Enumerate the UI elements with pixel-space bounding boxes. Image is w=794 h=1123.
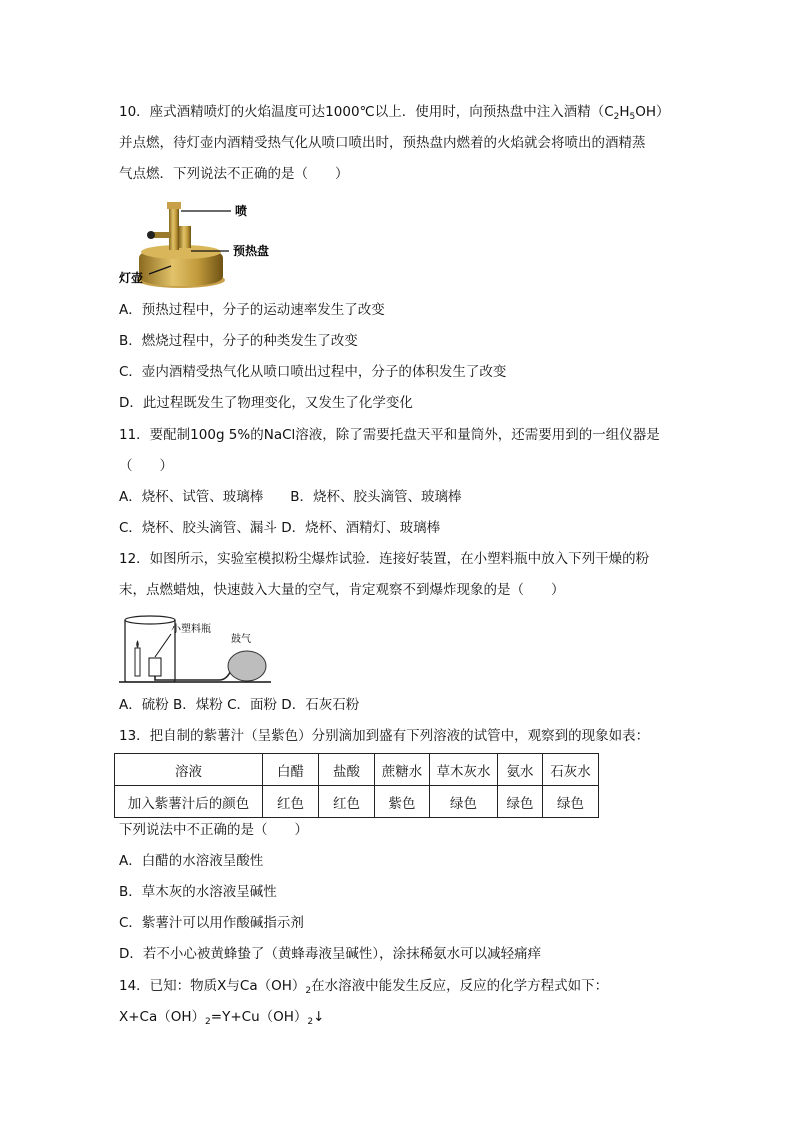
table-cell: 红色 (319, 786, 375, 818)
indicator-table (114, 753, 599, 818)
q11-stem-line1: 11．要配制100g 5%的NaCl溶液，除了需要托盘天平和量筒外，还需要用到的一组仪器是 (119, 427, 660, 443)
label-preheat-plate: 预热盘 (233, 244, 270, 258)
q13-stem-line2: 下列说法中不正确的是（ ） (119, 822, 308, 838)
q10-option-d: D．此过程既发生了物理变化，又发生了化学变化 (119, 395, 413, 411)
table-cell: 红色 (263, 786, 319, 818)
burner-preheat-tube (179, 226, 191, 248)
label-blow-air: 鼓气 (231, 634, 251, 645)
table-cell: 绿色 (498, 786, 543, 818)
q13-option-b: B．草木灰的水溶液呈碱性 (119, 884, 277, 900)
q10-option-a: A．预热过程中，分子的运动速率发生了改变 (119, 302, 385, 318)
burner-valve-arm (153, 232, 171, 238)
q11-stem-line2: （ ） (119, 458, 173, 474)
label-nozzle: 喷 (235, 204, 248, 218)
air-bulb (228, 651, 266, 681)
q13-stem-line1: 13．把自制的紫薯汁（呈紫色）分别滴加到盛有下列溶液的试管中，观察到的现象如表： (119, 728, 650, 744)
table-header-cell: 白醋 (263, 754, 319, 786)
q10-stem-line1: 10．座式酒精喷灯的火焰温度可达1000℃以上．使用时，向预热盘中注入酒精$(C_2H_5OH)$ (119, 104, 670, 122)
q12-options: A．硫粉 B．煤粉 C．面粉 D．石灰石粉 (119, 697, 360, 713)
table-cell: 加入紫薯汁后的颜色 (115, 786, 263, 818)
table-header-cell: 蔗糖水 (375, 754, 430, 786)
dust-explosion-figure (119, 610, 271, 686)
alcohol-burner-figure (119, 196, 279, 292)
precipitate-arrow-icon: ↓ (313, 1009, 325, 1025)
q10-stem-line2: 并点燃，待灯壶内酒精受热气化从喷口喷出时，预热盘内燃着的火焰就会将喷出的酒精蒸 (119, 135, 646, 151)
q13-option-a: A．白醋的水溶液呈酸性 (119, 853, 264, 869)
q13-option-c: C．紫薯汁可以用作酸碱指示剂 (119, 915, 304, 931)
q10-stem-line3: 气点燃．下列说法不正确的是（ ） (119, 166, 349, 182)
table-header-cell: 氨水 (498, 754, 543, 786)
table-header-cell: 石灰水 (543, 754, 599, 786)
table-header-row (115, 754, 599, 786)
burner-nozzle-tip (167, 202, 181, 209)
q11-options-row2: C．烧杯、胶头滴管、漏斗 D．烧杯、酒精灯、玻璃棒 (119, 520, 441, 536)
q12-stem-line2: 末，点燃蜡烛，快速鼓入大量的空气，肯定观察不到爆炸现象的是（ ） (119, 582, 565, 598)
q14-stem-line1: 14．已知：物质X与$Ca(OH)_2$在水溶液中能发生反应，反应的化学方程式如下： (119, 978, 609, 996)
table-header-cell: 盐酸 (319, 754, 375, 786)
table-header-cell: 溶液 (115, 754, 263, 786)
q10-option-b: B．燃烧过程中，分子的种类发生了改变 (119, 333, 358, 349)
table-header-cell: 草木灰水 (430, 754, 498, 786)
label-small-bottle: 小塑料瓶 (171, 624, 211, 635)
burner-nozzle-tube (169, 206, 179, 250)
table-cell: 绿色 (543, 786, 599, 818)
label-burner-pot: 灯壶 (119, 271, 144, 285)
q14-equation: $X+Ca(OH)_2=Y+Cu(OH)_2↓$ (119, 1009, 325, 1027)
q13-option-d: D．若不小心被黄蜂蛰了（黄蜂毒液呈碱性），涂抹稀氨水可以减轻痛痒 (119, 946, 542, 962)
table-cell: 绿色 (430, 786, 498, 818)
table-cell: 紫色 (375, 786, 430, 818)
table-row (115, 786, 599, 818)
q10-option-c: C．壶内酒精受热气化从喷口喷出过程中，分子的体积发生了改变 (119, 364, 507, 380)
q11-options-row1: A．烧杯、试管、玻璃棒 B．烧杯、胶头滴管、玻璃棒 (119, 489, 462, 505)
burner-valve-knob (147, 231, 155, 239)
q12-stem-line1: 12．如图所示，实验室模拟粉尘爆炸试验．连接好装置，在小塑料瓶中放入下列干燥的粉 (119, 551, 650, 567)
